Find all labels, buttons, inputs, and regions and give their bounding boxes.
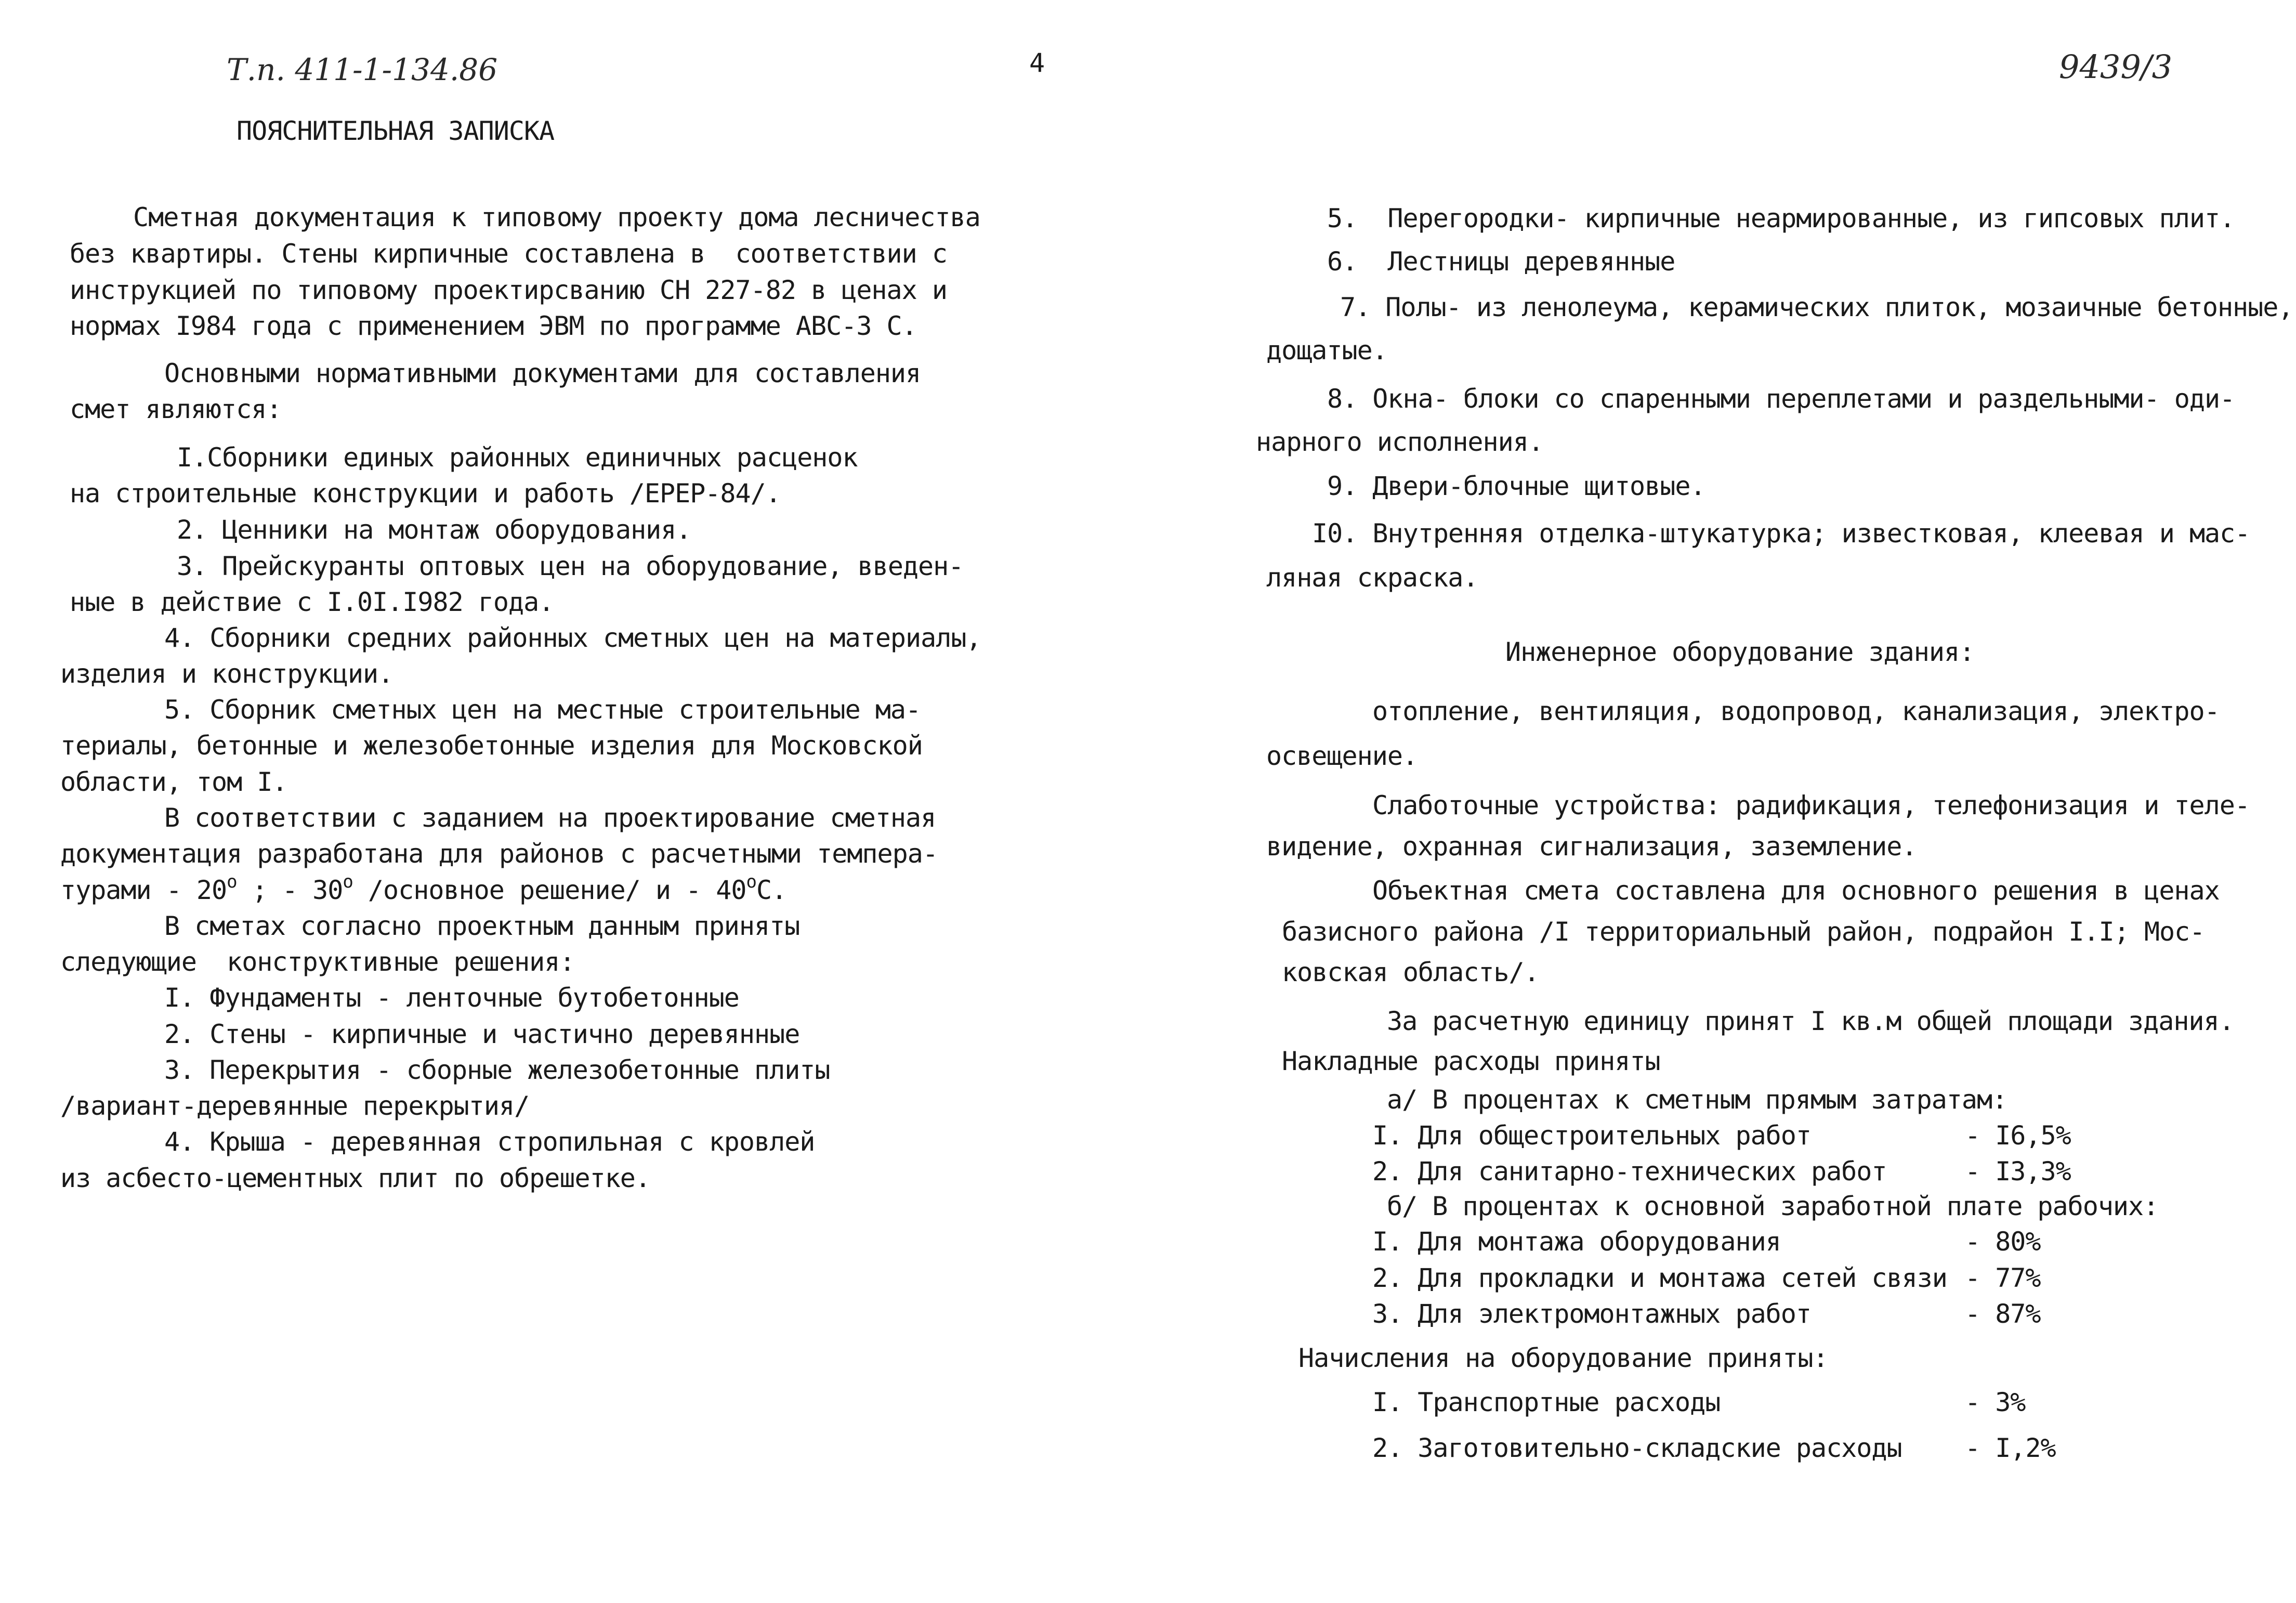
text-line: Начисления на оборудование приняты:: [1298, 1343, 1828, 1373]
text-line: отопление, вентиляция, водопровод, канализация, электро-: [1372, 696, 2220, 726]
handwritten-archive-code: 9439/3: [2059, 48, 2173, 86]
page-number: 4: [1029, 48, 1045, 78]
page-title: ПОЯСНИТЕЛЬНАЯ ЗАПИСКА: [237, 116, 555, 146]
text-line: смет являются:: [70, 394, 282, 424]
rate-label: 2. Для прокладки и монтажа сетей связи: [1372, 1263, 1947, 1293]
text-line: ляная скраска.: [1266, 563, 1478, 593]
rate-label: 2. Для санитарно-технических работ: [1372, 1156, 1887, 1187]
list-item: 3. Прейскуранты оптовых цен на оборудование, введен-: [177, 551, 964, 581]
text-line: Основными нормативными документами для составления: [164, 358, 921, 388]
text-line: инструкцией по типовому проектирсванию СН 227-82 в ценах и: [70, 275, 947, 305]
list-item: 4. Сборники средних районных сметных цен на материалы,: [164, 623, 981, 653]
handwritten-doc-code: Т.п. 411-1-134.86: [227, 52, 498, 87]
text-line: Накладные расходы приняты: [1282, 1046, 1660, 1076]
rate-label: I. Для общестроительных работ: [1372, 1120, 1811, 1151]
rate-value: - 87%: [1965, 1299, 2041, 1329]
text-line: документация разработана для районов с расчетными темпера-: [60, 839, 938, 869]
text-line: на строительные конструкции и работь /ЕРЕР-84/.: [70, 478, 781, 509]
text-line: За расчетную единицу принят I кв.м общей площади здания.: [1387, 1006, 2234, 1036]
right-page: [1148, 0, 2296, 1603]
rate-value: - I,2%: [1965, 1433, 2056, 1463]
rate-value: - 3%: [1965, 1387, 2026, 1417]
text-line: следующие конструктивные решения:: [60, 947, 575, 977]
list-item: I.Сборники единых районных единичных расценок: [177, 442, 858, 473]
rate-label: 2. Заготовительно-складские расходы: [1372, 1433, 1902, 1463]
text-line: б/ В процентах к основной заработной плате рабочих:: [1387, 1191, 2159, 1221]
text-line: /вариант-деревянные перекрытия/: [60, 1091, 530, 1121]
list-item: I0. Внутренняя отделка-штукатурка; известковая, клеевая и мас-: [1312, 518, 2250, 549]
rate-value: - 80%: [1965, 1227, 2041, 1257]
rate-label: I. Транспортные расходы: [1372, 1387, 1721, 1417]
rate-label: 3. Для электромонтажных работ: [1372, 1299, 1811, 1329]
text-line: из асбесто-цементных плит по обрешетке.: [60, 1163, 650, 1193]
text-line: Объектная смета составлена для основного решения в ценах: [1372, 876, 2220, 906]
text-line: ные в действие с I.0I.I982 года.: [70, 587, 554, 617]
text-line: дощатые.: [1266, 335, 1387, 366]
text-line: ковская область/.: [1282, 957, 1539, 987]
list-item: 5. Сборник сметных цен на местные строительные ма-: [164, 695, 921, 725]
text-line: видение, охранная сигнализация, заземление.: [1266, 831, 1917, 862]
text-line: Слаботочные устройства: радификация, телефонизация и теле-: [1372, 790, 2250, 820]
text-line: изделия и конструкции.: [60, 659, 393, 689]
text-line: а/ В процентах к сметным прямым затратам:: [1387, 1085, 2008, 1115]
text-line: В соответствии с заданием на проектирование сметная: [164, 803, 936, 833]
list-item: 2. Стены - кирпичные и частично деревянные: [164, 1019, 800, 1049]
text-line: нарного исполнения.: [1256, 427, 1543, 457]
list-item: 4. Крыша - деревянная стропильная с кровлей: [164, 1127, 815, 1157]
text-line: без квартиры. Стены кирпичные составлена в соответствии с: [70, 239, 947, 269]
text-line: В сметах согласно проектным данным приняты: [164, 911, 800, 941]
list-item: I. Фундаменты - ленточные бутобетонные: [164, 983, 739, 1013]
list-item: 7. Полы- из ленолеума, керамических плиток, мозаичные бетонные,: [1340, 292, 2293, 322]
list-item: 3. Перекрытия - сборные железобетонные плиты: [164, 1055, 830, 1085]
list-item: 2. Ценники на монтаж оборудования.: [177, 515, 691, 545]
list-item: 5. Перегородки- кирпичные неармированные, из гипсовых плит.: [1327, 203, 2235, 233]
list-item: 6. Лестницы деревянные: [1327, 246, 1675, 277]
rate-label: I. Для монтажа оборудования: [1372, 1227, 1781, 1257]
text-line: базисного района /I территориальный район, подрайон I.I; Мос-: [1282, 917, 2205, 947]
text-line: Сметная документация к типовому проекту дома лесничества: [133, 202, 980, 232]
list-item: 8. Окна- блоки со спаренными переплетами и раздельными- оди-: [1327, 384, 2235, 414]
temperature-line: турами - 20$^o$ ; - 30$^o$ /основное решение/ и - 40$^o$C.: [60, 871, 787, 905]
text-line: освещение.: [1266, 741, 1418, 771]
rate-value: - I6,5%: [1965, 1120, 2071, 1151]
text-line: териалы, бетонные и железобетонные изделия для Московской: [60, 731, 923, 761]
rate-value: - I3,3%: [1965, 1156, 2071, 1187]
section-heading: Инженерное оборудование здания:: [1505, 637, 1975, 667]
list-item: 9. Двери-блочные щитовые.: [1327, 471, 1705, 501]
text-line: нормах I984 года с применением ЭВМ по программе АВС-3 С.: [70, 311, 917, 341]
rate-value: - 77%: [1965, 1263, 2041, 1293]
text-line: области, том I.: [60, 767, 287, 797]
